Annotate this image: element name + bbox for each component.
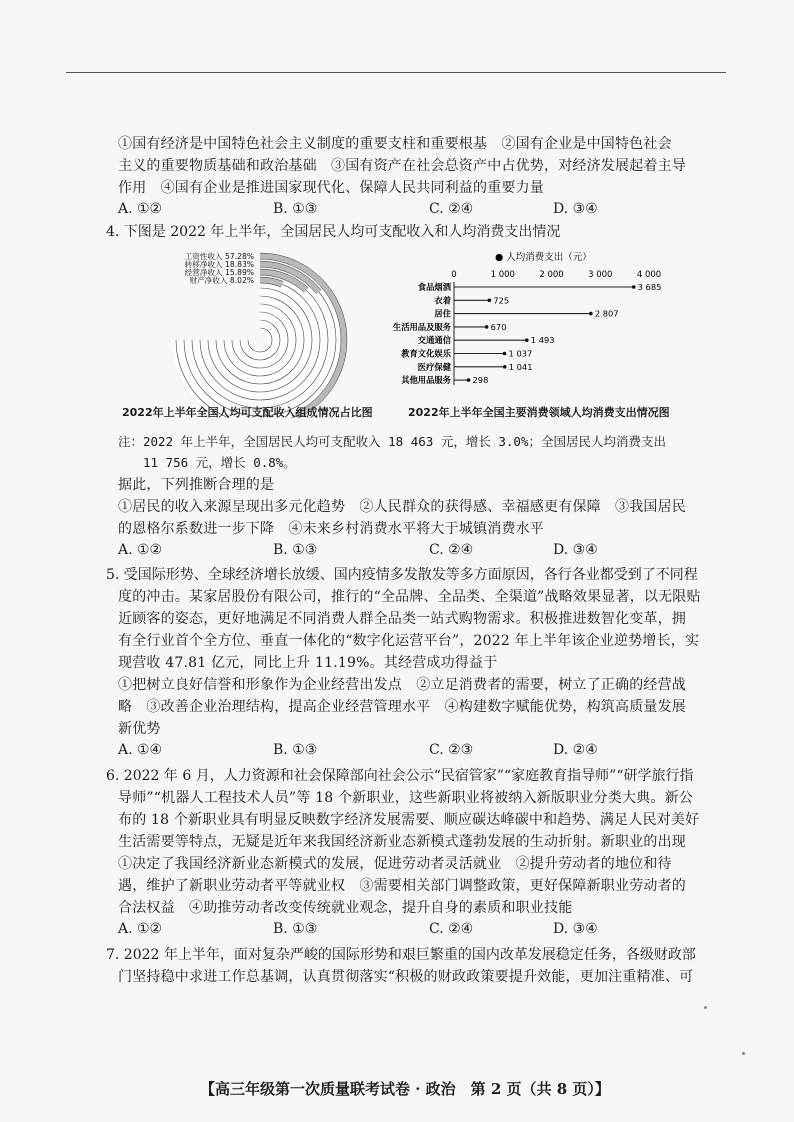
lollipop-chart-caption: 2022年上半年全国主要消费领域人均消费支出情况图 — [408, 406, 670, 419]
option-c[interactable]: C. ②④ — [429, 921, 474, 937]
value-label: 670 — [490, 321, 507, 332]
option-a[interactable]: A. ①② — [118, 542, 163, 558]
lollipop-dot — [503, 352, 507, 356]
q5-statement-line: 新优势 — [118, 721, 161, 737]
x-tick-label: 1 000 — [490, 270, 515, 280]
q6-stem-line: 6. 2022 年 6 月，人力资源和社会保障部向社会公示“民宿管家”“家庭教育指导师”“研学旅行指 — [106, 768, 694, 784]
q4-note-line: 11 756 元，增长 0.8%。 — [143, 455, 296, 470]
ring-label-3: 经营净收入 15.89% — [184, 268, 254, 277]
q6-statement-line: 合法权益 ④助推劳动者改变传统就业观念，提升自身的素质和职业技能 — [118, 900, 573, 916]
q6-stem-line: 生活需要等特点，无疑是近年来我国经济新业态新模式蓬勃发展的生动折射。新职业的出现 — [118, 834, 686, 850]
income-ring-chart — [160, 248, 360, 418]
q5-stem-line: 5. 受国际形势、全球经济增长放缓、国内疫情多发散发等多方面原因，各行各业都受到了不同程 — [106, 567, 698, 583]
q4-note-line: 注：2022 年上半年，全国居民人均可支配收入 18 463 元，增长 3.0%；全国居民人均消费支出 — [118, 434, 666, 449]
lollipop-dot — [503, 365, 507, 369]
option-c[interactable]: C. ②④ — [429, 201, 474, 217]
ring-label-4: 财产净收入 8.02% — [189, 276, 254, 285]
category-label: 其他用品服务 — [401, 375, 451, 386]
q3-statement-line: 主义的重要物质基础和政治基础 ③国有资产在社会总资产中占优势，对经济发展起着主导 — [118, 158, 686, 174]
q4-statement-line: 的恩格尔系数进一步下降 ④未来乡村消费水平将大于城镇消费水平 — [118, 521, 544, 537]
q3-statement-line: 作用 ④国有企业是推进国家现代化、保障人民共同利益的重要力量 — [118, 180, 544, 196]
top-rule — [66, 72, 726, 73]
x-tick-label: 0 — [451, 270, 457, 280]
option-c[interactable]: C. ②④ — [429, 542, 474, 558]
x-tick-label: 4 000 — [636, 270, 662, 280]
category-label: 交通通信 — [417, 335, 451, 346]
value-label: 298 — [472, 375, 489, 386]
lollipop-dot — [488, 299, 492, 303]
option-b[interactable]: B. ①③ — [273, 921, 318, 937]
option-b[interactable]: B. ①③ — [273, 201, 318, 217]
q4-lead: 据此，下列推断合理的是 — [118, 477, 275, 493]
value-label: 1 037 — [508, 348, 533, 359]
q7-stem-line: 门坚持稳中求进工作总基调，认真贯彻落实“积极的财政政策要提升效能，更加注重精准、可 — [118, 969, 694, 985]
ring-label-1: 工资性收入 57.28% — [184, 252, 254, 261]
q6-statement-line: ①决定了我国经济新业态新模式的发展，促进劳动者灵活就业 ②提升劳动者的地位和待 — [118, 856, 672, 872]
consumption-lollipop-chart — [360, 250, 690, 395]
q5-options — [118, 742, 678, 760]
category-label: 衣着 — [434, 295, 451, 306]
value-label: 1 493 — [530, 335, 555, 346]
category-label: 生活用品及服务 — [392, 321, 451, 332]
lollipop-dot — [485, 325, 489, 329]
lollipop-dot — [589, 312, 593, 316]
option-a[interactable]: A. ①④ — [118, 742, 163, 758]
option-d[interactable]: D. ③④ — [553, 201, 598, 217]
q5-stem-line: 现营收 47.81 亿元，同比上升 11.19%。其经营成功得益于 — [118, 655, 498, 671]
category-label: 食品烟酒 — [417, 282, 451, 292]
ring-chart-caption: 2022年上半年全国人均可支配收入组成情况占比图 — [122, 406, 373, 419]
x-tick-label: 2 000 — [539, 270, 564, 280]
option-c[interactable]: C. ②③ — [429, 742, 474, 758]
q3-statement-line: ①国有经济是中国特色社会主义制度的重要支柱和重要根基 ②国有企业是中国特色社会 — [118, 136, 672, 152]
q6-statement-line: 遇，维护了新职业劳动者平等就业权 ③需要相关部门调整政策，更好保障新职业劳动者的 — [118, 878, 686, 894]
q4-stem: 4. 下图是 2022 年上半年，全国居民人均可支配收入和人均消费支出情况 — [106, 224, 561, 240]
q5-stem-line: 度的冲击。某家居股份有限公司，推行的“全品牌、全品类、全渠道”战略效果显著，以无限贴 — [118, 589, 701, 605]
category-label: 教育文化娱乐 — [401, 348, 451, 359]
q5-stem-line: 近顾客的姿态，更好地满足不同消费人群全品类一站式购物需求。积极推进数智化变革，拥 — [118, 611, 686, 627]
q6-stem-line: 导师”“机器人工程技术人员”等 18 个新职业，这些新职业将被纳入新版职业分类大典。新公 — [118, 790, 693, 806]
value-label: 725 — [493, 295, 510, 306]
q6-stem-line: 布的 18 个新职业具有明显反映数字经济发展需要、顺应碳达峰碳中和趋势、满足人民对美好 — [118, 812, 700, 828]
option-a[interactable]: A. ①② — [118, 921, 163, 937]
option-d[interactable]: D. ③④ — [553, 542, 598, 558]
ring-label-2: 转移净收入 18.83% — [184, 260, 254, 269]
q4-options — [118, 542, 678, 560]
q5-statement-line: ①把树立良好信誉和形象作为企业经营出发点 ②立足消费者的需要，树立了正确的经营战 — [118, 677, 686, 693]
x-tick-label: 3 000 — [588, 270, 613, 280]
category-label: 医疗保健 — [417, 361, 451, 372]
scan-speck — [742, 1052, 745, 1055]
q7-stem-line: 7. 2022 年上半年，面对复杂严峻的国际形势和艰巨繁重的国内改革发展稳定任务，各级财政部 — [106, 947, 696, 963]
q5-stem-line: 有全行业首个全方位、垂直一体化的“数字化运营平台”，2022 年上半年该企业逆势增长，实 — [118, 633, 700, 649]
q4-statement-line: ①居民的收入来源呈现出多元化趋势 ②人民群众的获得感、幸福感更有保障 ③我国居民 — [118, 499, 686, 515]
lollipop-dot — [467, 378, 471, 382]
option-d[interactable]: D. ②④ — [553, 742, 598, 758]
scan-speck — [704, 1006, 707, 1009]
q6-options — [118, 921, 678, 939]
page-footer: 【高三年级第一次质量联考试卷 · 政治 第 2 页（共 8 页）】 — [200, 1080, 610, 1098]
option-a[interactable]: A. ①② — [118, 201, 163, 217]
lollipop-dot — [525, 338, 529, 342]
option-b[interactable]: B. ①③ — [273, 542, 318, 558]
chart-legend: ● 人均消费支出（元） — [495, 252, 592, 263]
lollipop-dot — [632, 285, 636, 289]
category-label: 居住 — [434, 308, 451, 319]
value-label: 2 807 — [594, 308, 619, 319]
q5-statement-line: 略 ③改善企业治理结构，提高企业经营管理水平 ④构建数字赋能优势，构筑高质量发展 — [118, 699, 686, 715]
option-b[interactable]: B. ①③ — [273, 742, 318, 758]
value-label: 3 685 — [637, 282, 662, 292]
option-d[interactable]: D. ③④ — [553, 921, 598, 937]
value-label: 1 041 — [508, 361, 533, 372]
q3-options — [118, 201, 678, 219]
